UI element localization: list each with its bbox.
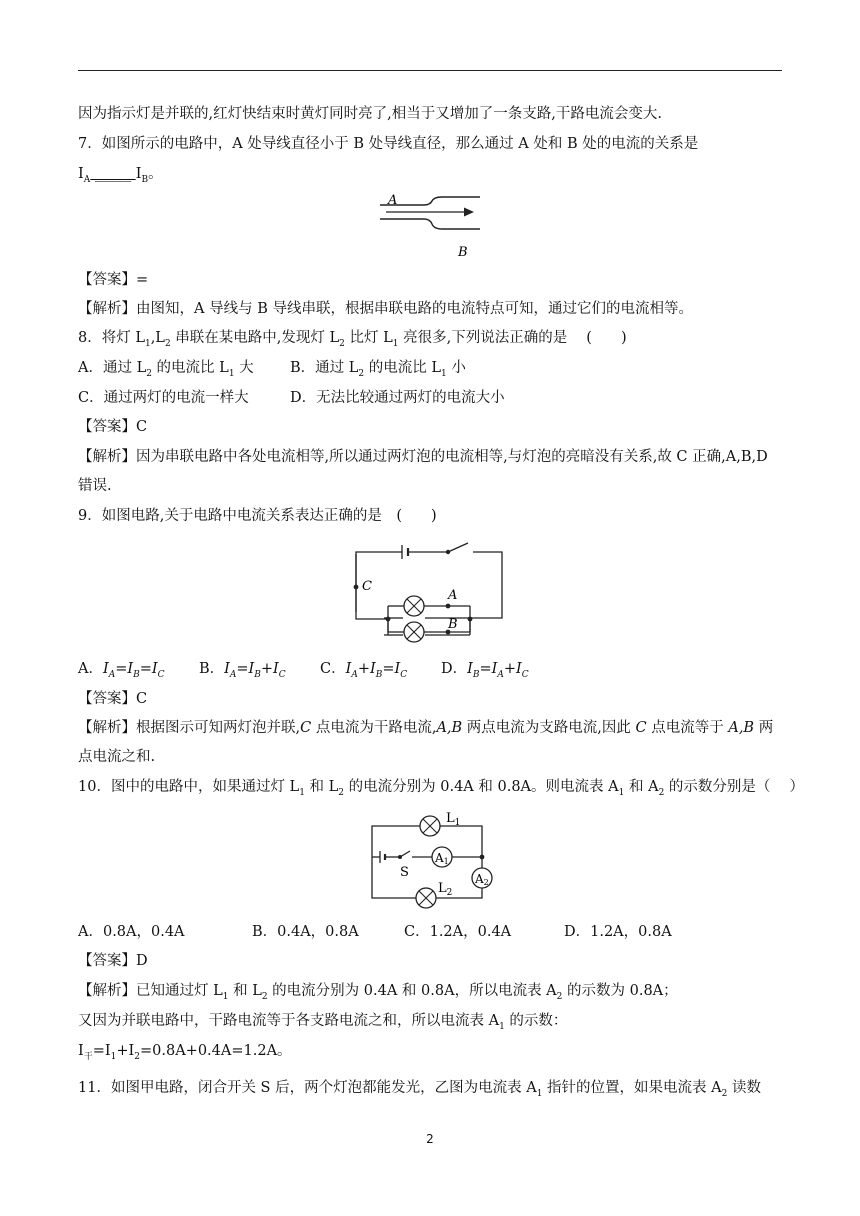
- q8-option-c: C．通过两灯的电流一样大: [78, 390, 249, 406]
- header-rule: [78, 70, 782, 71]
- page-number: 2: [426, 1132, 434, 1146]
- q7-label-a: A: [388, 193, 398, 208]
- q11-text: 11．如图甲电路，闭合开关 S 后，两个灯泡都能发光，乙图为电流表 $A_1$ 指针的位置，如果电流表 $A_2$ 读数: [78, 1080, 761, 1099]
- q9-answer: 【答案】C: [78, 691, 148, 707]
- q10-meter-a1: A1: [435, 851, 449, 866]
- q9-option-b: B．$I_A=I_B+I_C$: [199, 661, 286, 680]
- intro-line: 因为指示灯是并联的,红灯快结束时黄灯同时亮了,相当于又增加了一条支路,干路电流会变大.: [78, 106, 662, 122]
- q10-option-a: A．0.8A，0.4A: [78, 924, 185, 940]
- q7-wire-figure: [376, 190, 486, 262]
- q8-option-d: D．无法比较通过两灯的电流大小: [290, 390, 505, 406]
- q8-option-b: B．通过 $L_2$ 的电流比 $L_1$ 小: [290, 360, 466, 379]
- q10-option-b: B．0.4A，0.8A: [252, 924, 359, 940]
- q9-label-b: B: [448, 617, 458, 632]
- q8-answer: 【答案】C: [78, 419, 148, 435]
- q10-label-s: S: [400, 865, 409, 880]
- q10-label-l2: $L_2$: [438, 881, 453, 898]
- q7-blank-line: $I_A$ _____ $I_B$。: [78, 166, 163, 185]
- q9-analysis-1: 【解析】根据图示可知两灯泡并联,C 点电流为干路电流,A,B 两点电流为支路电流,因此 C 点电流等于 A,B 两: [78, 720, 774, 736]
- q8-options-cd: [78, 388, 505, 408]
- q9-text: 9．如图电路,关于电路中电流关系表达正确的是 ( ): [78, 508, 437, 524]
- q7-label-b: B: [458, 245, 468, 260]
- q10-option-c: C．1.2A，0.4A: [404, 924, 512, 940]
- q8-analysis-1: 【解析】因为串联电路中各处电流相等,所以通过两灯泡的电流相等,与灯泡的亮暗没有关系,故 C 正确,A,B,D: [78, 449, 768, 465]
- q9-option-c: C．$I_A+I_B=I_C$: [320, 661, 408, 680]
- q9-analysis-2: 点电流之和.: [78, 749, 156, 765]
- q10-analysis-3: $I_干=I_1+I_2=0.8A+0.4A=1.2A$。: [78, 1043, 292, 1062]
- q10-analysis-2: 又因为并联电路中，干路电流等于各支路电流之和，所以电流表 $A_1$ 的示数：: [78, 1013, 568, 1032]
- q10-analysis-1: 【解析】已知通过灯 $L_1$ 和 $L_2$ 的电流分别为 0.4A 和 0.8A，所以电流表 $A_2$ 的示数为 0.8A；: [78, 983, 678, 1002]
- q8-analysis-2: 错误.: [78, 478, 112, 494]
- q10-meter-a2: A2: [475, 872, 489, 887]
- q7-text: 7．如图所示的电路中，A 处导线直径小于 B 处导线直径，那么通过 A 处和 B 处的电流的关系是: [78, 136, 699, 152]
- q10-circuit-figure: [362, 808, 498, 912]
- q9-option-d: D．$I_B=I_A+I_C$: [441, 661, 529, 680]
- q9-circuit-figure: [348, 540, 510, 648]
- q9-label-a: A: [448, 588, 458, 603]
- q8-option-a: A．通过 $L_2$ 的电流比 $L_1$ 大: [78, 360, 254, 379]
- q10-answer: 【答案】D: [78, 953, 148, 969]
- q9-option-a: A．$I_A=I_B=I_C$: [78, 661, 165, 680]
- q8-options-ab: [78, 358, 466, 384]
- q7-analysis: 【解析】由图知，A 导线与 B 导线串联，根据串联电路的电流特点可知，通过它们的电流相等。: [78, 301, 693, 317]
- q10-text: 10．图中的电路中，如果通过灯 $L_1$ 和 $L_2$ 的电流分别为 0.4A 和 0.8A。则电流表 $A_1$ 和 $A_2$ 的示数分别是（ ）: [78, 779, 805, 798]
- q7-answer: 【答案】=: [78, 272, 149, 288]
- q9-label-c: C: [362, 579, 372, 594]
- q10-option-d: D．1.2A，0.8A: [564, 924, 672, 940]
- q9-options: [78, 659, 529, 685]
- q10-label-l1: $L_1$: [446, 811, 461, 828]
- q10-options: [78, 922, 672, 942]
- q8-text: 8．将灯 $L_1,L_2$ 串联在某电路中,发现灯 $L_2$ 比灯 $L_1$ 亮很多,下列说法正确的是 ( ): [78, 330, 627, 349]
